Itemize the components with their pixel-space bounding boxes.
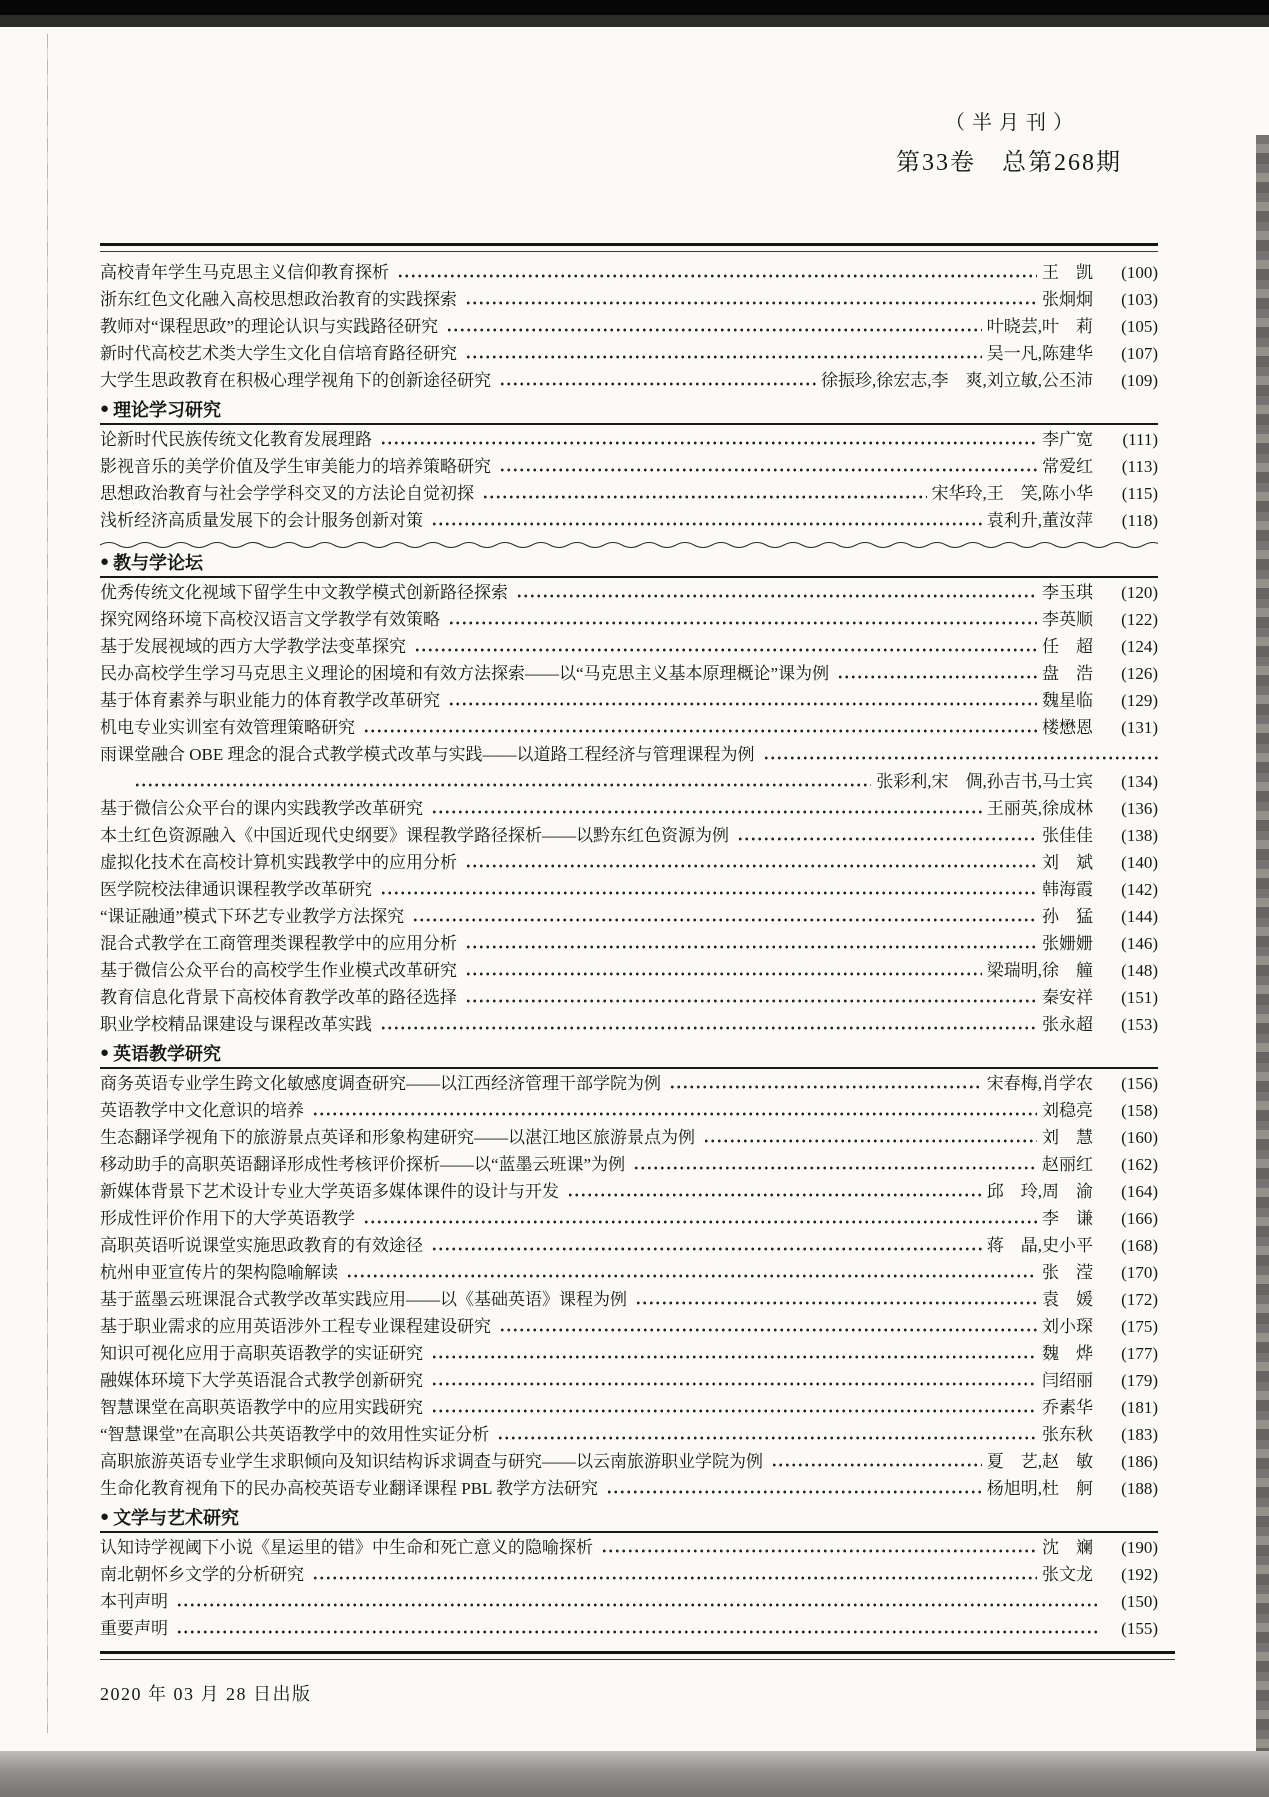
entry-page: (160) bbox=[1121, 1128, 1158, 1147]
entry-authors: 魏星临 bbox=[1042, 691, 1093, 710]
section-header bbox=[100, 394, 1158, 425]
entry-page: (100) bbox=[1121, 263, 1158, 282]
toc-entry bbox=[100, 822, 1158, 849]
toc-entry-line1 bbox=[100, 741, 1158, 768]
journal-type-label: （半月刊） bbox=[945, 112, 1080, 134]
entry-page: (115) bbox=[1121, 484, 1158, 503]
entry-title: 医学院校法律通识课程教学改革研究 bbox=[100, 880, 372, 899]
dot-leader bbox=[397, 259, 1037, 286]
entry-page: (105) bbox=[1121, 317, 1158, 336]
entry-page: (138) bbox=[1121, 826, 1158, 845]
dot-leader bbox=[763, 741, 1159, 768]
entry-page: (129) bbox=[1121, 691, 1158, 710]
masthead bbox=[100, 106, 1158, 177]
dot-leader bbox=[465, 984, 1037, 1011]
entry-page: (148) bbox=[1121, 961, 1158, 980]
entry-authors: 张 滢 bbox=[1042, 1263, 1093, 1282]
entry-title: 重要声明 bbox=[100, 1619, 168, 1638]
entry-page: (155) bbox=[1121, 1619, 1158, 1638]
entry-page: (122) bbox=[1121, 610, 1158, 629]
entry-authors: 邱 玲,周 渝 bbox=[986, 1182, 1093, 1201]
entry-title: 认知诗学视阈下小说《星运里的错》中生命和死亡意义的隐喻探析 bbox=[100, 1538, 593, 1557]
toc-entry bbox=[100, 849, 1158, 876]
entry-page: (168) bbox=[1121, 1236, 1158, 1255]
toc-entry bbox=[100, 633, 1158, 660]
toc-entry bbox=[100, 426, 1158, 453]
entry-title: 浅析经济高质量发展下的会计服务创新对策 bbox=[100, 511, 423, 530]
entry-title: 生命化教育视角下的民办高校英语专业翻译课程 PBL 教学方法研究 bbox=[100, 1479, 599, 1498]
dot-leader bbox=[448, 606, 1037, 633]
dot-leader bbox=[465, 849, 1037, 876]
entry-authors: 刘稳亮 bbox=[1042, 1101, 1093, 1120]
entry-title: 新时代高校艺术类大学生文化自信培育路径研究 bbox=[100, 344, 457, 363]
toc-entry bbox=[100, 795, 1158, 822]
scan-fold-line bbox=[47, 34, 48, 1733]
entry-authors: 李广宽 bbox=[1042, 430, 1093, 449]
entry-title: 虚拟化技术在高校计算机实践教学中的应用分析 bbox=[100, 853, 457, 872]
entry-page: (140) bbox=[1121, 853, 1158, 872]
entry-page: (156) bbox=[1121, 1074, 1158, 1093]
dot-leader bbox=[465, 957, 982, 984]
toc-entry bbox=[100, 313, 1158, 340]
section-header bbox=[100, 547, 1158, 578]
toc-entry bbox=[100, 579, 1158, 606]
entry-authors: 张炯炯 bbox=[1042, 290, 1093, 309]
entry-page: (146) bbox=[1121, 934, 1158, 953]
section-header bbox=[100, 1502, 1158, 1533]
entry-title: 雨课堂融合 OBE 理念的混合式教学模式改革与实践——以道路工程经济与管理课程为例 bbox=[100, 745, 755, 764]
volume-issue-label: 第33卷 总第268期 bbox=[896, 150, 1122, 176]
entry-title: 南北朝怀乡文学的分析研究 bbox=[100, 1565, 304, 1584]
entry-title: 融媒体环境下大学英语混合式教学创新研究 bbox=[100, 1371, 423, 1390]
section-bullet-icon: ● bbox=[100, 400, 110, 417]
entry-title: “智慧课堂”在高职公共英语教学中的效用性实证分析 bbox=[100, 1425, 490, 1444]
entry-title: 探究网络环境下高校汉语言文学教学有效策略 bbox=[100, 610, 440, 629]
entry-title: 论新时代民族传统文化教育发展理路 bbox=[100, 430, 372, 449]
section-header bbox=[100, 1038, 1158, 1069]
dot-leader bbox=[414, 633, 1037, 660]
toc-entry bbox=[100, 507, 1158, 534]
dot-leader bbox=[176, 1588, 1097, 1615]
dot-leader bbox=[363, 1205, 1037, 1232]
section-title: 教与学论坛 bbox=[113, 552, 204, 573]
dot-leader bbox=[412, 903, 1037, 930]
toc-list bbox=[100, 259, 1158, 1642]
entry-authors: 沈 斓 bbox=[1042, 1538, 1093, 1557]
entry-title: 高职旅游英语专业学生求职倾向及知识结构诉求调查与研究——以云南旅游职业学院为例 bbox=[100, 1452, 763, 1471]
entry-authors: 梁瑞明,徐 艟 bbox=[986, 961, 1093, 980]
entry-page: (162) bbox=[1121, 1155, 1158, 1174]
entry-page: (190) bbox=[1121, 1538, 1158, 1557]
entry-title: 教师对“课程思政”的理论认识与实践路径研究 bbox=[100, 317, 439, 336]
toc-entry bbox=[100, 660, 1158, 687]
entry-authors: 张彩利,宋 倜,孙吉书,马士宾 bbox=[876, 772, 1093, 791]
entry-page: (107) bbox=[1121, 344, 1158, 363]
entry-page: (126) bbox=[1121, 664, 1158, 683]
dot-leader bbox=[465, 340, 982, 367]
entry-title: 大学生思政教育在积极心理学视角下的创新途径研究 bbox=[100, 371, 491, 390]
entry-title: 教育信息化背景下高校体育教学改革的路径选择 bbox=[100, 988, 457, 1007]
toc-entry bbox=[100, 1421, 1158, 1448]
entry-page: (188) bbox=[1121, 1479, 1158, 1498]
entry-title: 英语教学中文化意识的培养 bbox=[100, 1101, 304, 1120]
toc-entry bbox=[100, 1394, 1158, 1421]
entry-page: (153) bbox=[1121, 1015, 1158, 1034]
dot-leader bbox=[482, 480, 927, 507]
toc-entry bbox=[100, 1178, 1158, 1205]
dot-leader bbox=[465, 930, 1037, 957]
entry-title: 移动助手的高职英语翻译形成性考核评价探析——以“蓝墨云班课”为例 bbox=[100, 1155, 626, 1174]
entry-authors: 袁 媛 bbox=[1042, 1290, 1093, 1309]
entry-title: 基于职业需求的应用英语涉外工程专业课程建设研究 bbox=[100, 1317, 491, 1336]
entry-title: 基于体育素养与职业能力的体育教学改革研究 bbox=[100, 691, 440, 710]
dot-leader bbox=[601, 1534, 1037, 1561]
entry-page: (179) bbox=[1121, 1371, 1158, 1390]
entry-title: 本刊声明 bbox=[100, 1592, 168, 1611]
entry-authors: 张姗姗 bbox=[1042, 934, 1093, 953]
entry-page: (158) bbox=[1121, 1101, 1158, 1120]
section-bullet-icon: ● bbox=[100, 553, 110, 570]
dot-leader bbox=[431, 1232, 982, 1259]
toc-entry bbox=[100, 1615, 1158, 1642]
dot-leader bbox=[134, 768, 871, 795]
toc-entry bbox=[100, 1313, 1158, 1340]
dot-leader bbox=[465, 286, 1037, 313]
dot-leader bbox=[497, 1421, 1037, 1448]
entry-authors: 韩海霞 bbox=[1042, 880, 1093, 899]
toc-entry bbox=[100, 259, 1158, 286]
dot-leader bbox=[312, 1097, 1037, 1124]
entry-page: (151) bbox=[1121, 988, 1158, 1007]
entry-authors: 张东秋 bbox=[1042, 1425, 1093, 1444]
entry-title: 高职英语听说课堂实施思政教育的有效途径 bbox=[100, 1236, 423, 1255]
dot-leader bbox=[771, 1448, 982, 1475]
entry-authors: 徐振珍,徐宏志,李 爽,刘立敏,公丕沛 bbox=[821, 371, 1093, 390]
toc-entry bbox=[100, 984, 1158, 1011]
dot-leader bbox=[380, 1011, 1037, 1038]
entry-page: (120) bbox=[1121, 583, 1158, 602]
entry-authors: 赵丽红 bbox=[1042, 1155, 1093, 1174]
dot-leader bbox=[431, 507, 982, 534]
entry-page: (186) bbox=[1121, 1452, 1158, 1471]
toc-entry bbox=[100, 606, 1158, 633]
entry-authors: 秦安祥 bbox=[1042, 988, 1093, 1007]
dot-leader bbox=[176, 1615, 1097, 1642]
entry-authors: 宋春梅,肖学农 bbox=[986, 1074, 1093, 1093]
toc-entry bbox=[100, 1534, 1158, 1561]
section-bullet-icon: ● bbox=[100, 1044, 110, 1061]
entry-page: (192) bbox=[1121, 1565, 1158, 1584]
section-bullet-icon: ● bbox=[100, 1508, 110, 1525]
entry-title: 混合式教学在工商管理类课程教学中的应用分析 bbox=[100, 934, 457, 953]
entry-title: 生态翻译学视角下的旅游景点英译和形象构建研究——以湛江地区旅游景点为例 bbox=[100, 1128, 695, 1147]
entry-page: (111) bbox=[1122, 430, 1158, 449]
dot-leader bbox=[703, 1124, 1037, 1151]
entry-authors: 吴一凡,陈建华 bbox=[986, 344, 1093, 363]
toc-entry bbox=[100, 930, 1158, 957]
entry-authors: 刘 斌 bbox=[1042, 853, 1093, 872]
dot-leader bbox=[346, 1259, 1037, 1286]
entry-authors: 蒋 晶,史小平 bbox=[986, 1236, 1093, 1255]
wavy-scan-line bbox=[100, 535, 1158, 546]
entry-title: 形成性评价作用下的大学英语教学 bbox=[100, 1209, 355, 1228]
entry-title: 基于发展视域的西方大学教学法变革探究 bbox=[100, 637, 406, 656]
toc-entry bbox=[100, 1448, 1158, 1475]
entry-title: 基于蓝墨云班课混合式教学改革实践应用——以《基础英语》课程为例 bbox=[100, 1290, 627, 1309]
entry-page: (124) bbox=[1121, 637, 1158, 656]
dot-leader bbox=[363, 714, 1037, 741]
toc-entry bbox=[100, 1475, 1158, 1502]
entry-title: 智慧课堂在高职英语教学中的应用实践研究 bbox=[100, 1398, 423, 1417]
entry-page: (177) bbox=[1121, 1344, 1158, 1363]
toc-entry bbox=[100, 1097, 1158, 1124]
entry-authors: 杨旭明,杜 舸 bbox=[986, 1479, 1093, 1498]
publish-date: 2020 年 03 月 28 日出版 bbox=[100, 1684, 312, 1704]
entry-title: “课证融通”模式下环艺专业教学方法探究 bbox=[100, 907, 405, 926]
section-title: 理论学习研究 bbox=[113, 399, 222, 420]
toc-entry bbox=[100, 286, 1158, 313]
toc-entry bbox=[100, 1151, 1158, 1178]
dot-leader bbox=[312, 1561, 1037, 1588]
entry-authors: 王 凯 bbox=[1042, 263, 1093, 282]
dot-leader bbox=[837, 660, 1037, 687]
entry-page: (181) bbox=[1121, 1398, 1158, 1417]
dot-leader bbox=[380, 876, 1037, 903]
dot-leader bbox=[431, 1394, 1037, 1421]
entry-title: 影视音乐的美学价值及学生审美能力的培养策略研究 bbox=[100, 457, 491, 476]
toc-entry bbox=[100, 453, 1158, 480]
page bbox=[100, 0, 1158, 1706]
dot-leader bbox=[446, 313, 982, 340]
scan-bottom-edge bbox=[0, 1751, 1269, 1797]
toc-entry bbox=[100, 1205, 1158, 1232]
entry-title: 浙东红色文化融入高校思想政治教育的实践探索 bbox=[100, 290, 457, 309]
entry-authors: 王丽英,徐成林 bbox=[986, 799, 1093, 818]
entry-title: 基于微信公众平台的课内实践教学改革研究 bbox=[100, 799, 423, 818]
entry-authors: 袁利升,董汝萍 bbox=[986, 511, 1093, 530]
toc-entry bbox=[100, 340, 1158, 367]
entry-page: (134) bbox=[1121, 772, 1158, 791]
entry-title: 思想政治教育与社会学学科交叉的方法论自觉初探 bbox=[100, 484, 474, 503]
entry-authors: 刘小琛 bbox=[1042, 1317, 1093, 1336]
entry-page: (150) bbox=[1121, 1592, 1158, 1611]
entry-page: (113) bbox=[1121, 457, 1158, 476]
entry-authors: 张永超 bbox=[1042, 1015, 1093, 1034]
dot-leader bbox=[516, 579, 1037, 606]
entry-authors: 张佳佳 bbox=[1042, 826, 1093, 845]
toc-entry bbox=[100, 1286, 1158, 1313]
toc-entry bbox=[100, 1340, 1158, 1367]
toc-entry-line2 bbox=[100, 768, 1158, 795]
toc-entry bbox=[100, 1070, 1158, 1097]
entry-title: 知识可视化应用于高职英语教学的实证研究 bbox=[100, 1344, 423, 1363]
entry-authors: 任 超 bbox=[1042, 637, 1093, 656]
toc-entry bbox=[100, 687, 1158, 714]
entry-title: 职业学校精品课建设与课程改革实践 bbox=[100, 1015, 372, 1034]
entry-page: (142) bbox=[1121, 880, 1158, 899]
toc-entry bbox=[100, 1561, 1158, 1588]
dot-leader bbox=[633, 1151, 1037, 1178]
toc-entry bbox=[100, 1259, 1158, 1286]
entry-authors: 闫绍丽 bbox=[1042, 1371, 1093, 1390]
entry-page: (118) bbox=[1121, 511, 1158, 530]
entry-title: 高校青年学生马克思主义信仰教育探析 bbox=[100, 263, 389, 282]
entry-authors: 楼懋恩 bbox=[1042, 718, 1093, 737]
entry-title: 民办高校学生学习马克思主义理论的困境和有效方法探索——以“马克思主义基本原理概论”课为例 bbox=[100, 664, 830, 683]
toc-entry bbox=[100, 903, 1158, 930]
entry-title: 商务英语专业学生跨文化敏感度调查研究——以江西经济管理干部学院为例 bbox=[100, 1074, 661, 1093]
dot-leader bbox=[499, 453, 1037, 480]
entry-page: (144) bbox=[1121, 907, 1158, 926]
entry-title: 本土红色资源融入《中国近现代史纲要》课程教学路径探析——以黔东红色资源为例 bbox=[100, 826, 729, 845]
entry-authors: 李英顺 bbox=[1042, 610, 1093, 629]
entry-page: (103) bbox=[1121, 290, 1158, 309]
entry-page: (183) bbox=[1121, 1425, 1158, 1444]
entry-page: (109) bbox=[1121, 371, 1158, 390]
dot-leader bbox=[499, 367, 816, 394]
entry-authors: 宋华玲,王 笑,陈小华 bbox=[931, 484, 1093, 503]
entry-authors: 夏 艺,赵 敏 bbox=[986, 1452, 1093, 1471]
entry-title: 杭州申亚宣传片的架构隐喻解读 bbox=[100, 1263, 338, 1282]
dot-leader bbox=[448, 687, 1037, 714]
dot-leader bbox=[737, 822, 1037, 849]
entry-page: (172) bbox=[1121, 1290, 1158, 1309]
toc-entry bbox=[100, 1367, 1158, 1394]
toc-entry bbox=[100, 1124, 1158, 1151]
entry-authors: 刘 慧 bbox=[1042, 1128, 1093, 1147]
entry-authors: 乔素华 bbox=[1042, 1398, 1093, 1417]
entry-page: (131) bbox=[1121, 718, 1158, 737]
dot-leader bbox=[635, 1286, 1037, 1313]
scan-right-edge bbox=[1256, 135, 1269, 1759]
dot-leader bbox=[606, 1475, 982, 1502]
entry-page: (164) bbox=[1121, 1182, 1158, 1201]
toc-entry bbox=[100, 957, 1158, 984]
footer-rule bbox=[100, 1651, 1175, 1660]
entry-authors: 叶晓芸,叶 莉 bbox=[986, 317, 1093, 336]
toc-entry bbox=[100, 1011, 1158, 1038]
entry-authors: 张文龙 bbox=[1042, 1565, 1093, 1584]
toc-entry bbox=[100, 714, 1158, 741]
entry-authors: 孙 猛 bbox=[1042, 907, 1093, 926]
section-title: 英语教学研究 bbox=[113, 1043, 222, 1064]
header-rule bbox=[100, 243, 1158, 252]
entry-page: (166) bbox=[1121, 1209, 1158, 1228]
entry-page: (175) bbox=[1121, 1317, 1158, 1336]
dot-leader bbox=[431, 1340, 1037, 1367]
entry-authors: 常爱红 bbox=[1042, 457, 1093, 476]
toc-entry bbox=[100, 480, 1158, 507]
entry-authors: 盘 浩 bbox=[1042, 664, 1093, 683]
toc-entry bbox=[100, 1232, 1158, 1259]
entry-authors: 李 谦 bbox=[1042, 1209, 1093, 1228]
entry-title: 优秀传统文化视域下留学生中文教学模式创新路径探索 bbox=[100, 583, 508, 602]
entry-page: (170) bbox=[1121, 1263, 1158, 1282]
toc-entry bbox=[100, 367, 1158, 394]
section-title: 文学与艺术研究 bbox=[113, 1507, 240, 1528]
entry-title: 新媒体背景下艺术设计专业大学英语多媒体课件的设计与开发 bbox=[100, 1182, 559, 1201]
toc-entry bbox=[100, 876, 1158, 903]
entry-title: 基于微信公众平台的高校学生作业模式改革研究 bbox=[100, 961, 457, 980]
entry-authors: 李玉琪 bbox=[1042, 583, 1093, 602]
dot-leader bbox=[567, 1178, 982, 1205]
entry-authors: 魏 烨 bbox=[1042, 1344, 1093, 1363]
dot-leader bbox=[380, 426, 1037, 453]
dot-leader bbox=[499, 1313, 1037, 1340]
dot-leader bbox=[669, 1070, 982, 1097]
dot-leader bbox=[431, 1367, 1037, 1394]
entry-title: 机电专业实训室有效管理策略研究 bbox=[100, 718, 355, 737]
toc-entry bbox=[100, 1588, 1158, 1615]
dot-leader bbox=[431, 795, 982, 822]
entry-page: (136) bbox=[1121, 799, 1158, 818]
